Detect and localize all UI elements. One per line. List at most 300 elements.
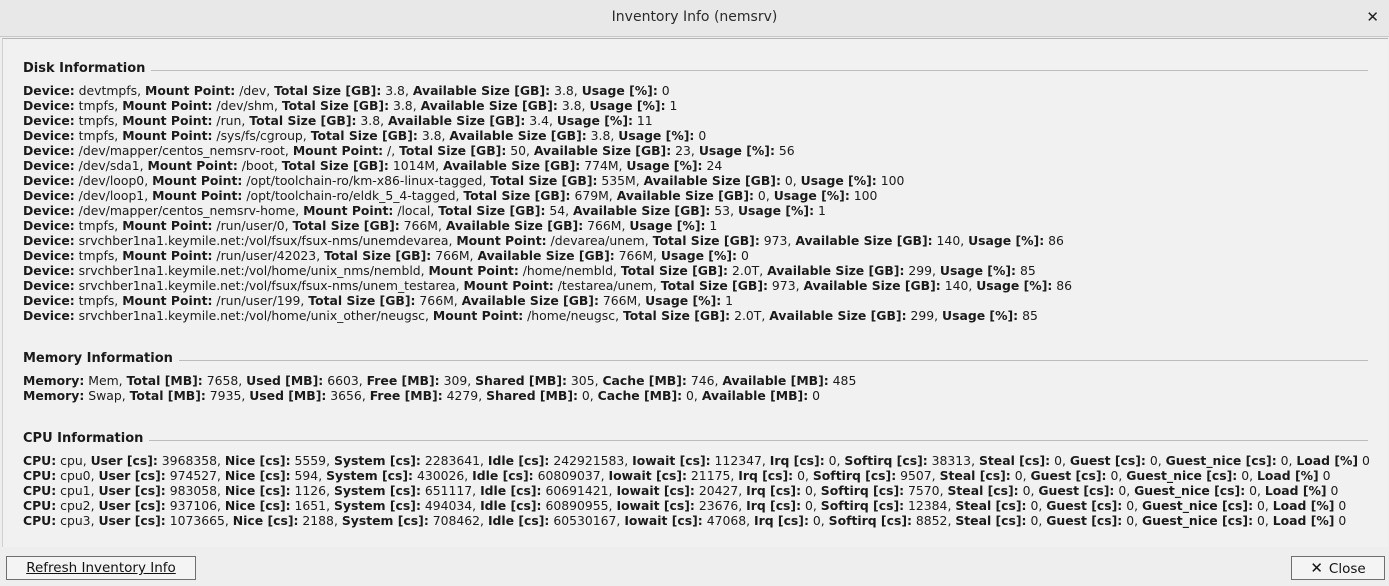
button-bar xyxy=(0,548,1389,586)
field-value: 0 xyxy=(686,388,694,403)
field-label: Device: xyxy=(23,263,75,278)
field-label: Irq [cs]: xyxy=(746,483,802,498)
field-value: 1014M xyxy=(392,158,436,173)
field-value: 12384 xyxy=(908,498,948,513)
field-label: Mount Point: xyxy=(145,83,236,98)
field-value: 0 xyxy=(1022,483,1031,498)
field-label: Device: xyxy=(23,143,75,158)
field-label: Device: xyxy=(23,113,75,128)
disk-section-header xyxy=(23,61,1368,81)
field-label: Usage [%]: xyxy=(556,113,633,128)
refresh-inventory-button[interactable] xyxy=(6,556,196,580)
field-label: User [cs]: xyxy=(98,513,166,528)
field-label: Iowait [cs]: xyxy=(616,498,695,513)
field-label: Guest [cs]: xyxy=(1038,483,1115,498)
field-label: Idle [cs]: xyxy=(487,453,550,468)
field-label: Total [MB]: xyxy=(129,388,206,403)
field-value: 1126 xyxy=(294,483,327,498)
field-label: Steal [cs]: xyxy=(955,513,1027,528)
field-label: Total Size [GB]: xyxy=(660,278,768,293)
disk-section-title: Disk Information xyxy=(23,61,151,76)
field-value: 140 xyxy=(936,233,961,248)
field-label: Guest [cs]: xyxy=(1046,498,1123,513)
field-label: System [cs]: xyxy=(333,498,421,513)
field-label: Total Size [GB]: xyxy=(310,128,418,143)
field-value: /dev/loop0 xyxy=(78,173,145,188)
section-divider xyxy=(23,440,1368,441)
field-value: 60530167 xyxy=(553,513,617,528)
field-label: Total [MB]: xyxy=(126,373,203,388)
field-label: Total Size [GB]: xyxy=(308,293,416,308)
field-label: Available Size [GB]: xyxy=(769,308,907,323)
field-value: 50 xyxy=(510,143,527,158)
field-label: User [cs]: xyxy=(90,453,158,468)
field-value: srvchber1na1.keymile.net:/vol/fsux/fsux-nms/unem_testarea xyxy=(78,278,456,293)
field-label: Steal [cs]: xyxy=(978,453,1051,468)
field-label: Idle [cs]: xyxy=(487,513,550,528)
field-label: Device: xyxy=(23,128,75,143)
field-value: tmpfs xyxy=(78,218,115,233)
field-value: 47068 xyxy=(706,513,747,528)
field-label: Mount Point: xyxy=(122,128,213,143)
field-label: Available Size [GB]: xyxy=(795,233,933,248)
field-value: 766M xyxy=(602,293,638,308)
field-label: Softirq [cs]: xyxy=(820,498,905,513)
field-value: /testarea/unem xyxy=(557,278,653,293)
field-label: Mount Point: xyxy=(428,263,519,278)
refresh-inventory-label: Refresh Inventory Info xyxy=(26,560,176,576)
field-value: tmpfs xyxy=(78,248,115,263)
field-value: 242921583 xyxy=(553,453,625,468)
field-value: 0 xyxy=(1330,483,1339,498)
field-value: 494034 xyxy=(424,498,473,513)
disk-row: Device: /dev/mapper/centos_nemsrv-root, Mount Point: /, Total Size [GB]: 50, Available Size [GB]: 23, Usage [%]: 56 xyxy=(23,143,795,158)
field-value: 2283641 xyxy=(424,453,481,468)
field-label: Usage [%]: xyxy=(968,233,1045,248)
field-value: 3.8 xyxy=(392,98,413,113)
field-label: Steal [cs]: xyxy=(939,468,1011,483)
field-value: /opt/toolchain-ro/eldk_5_4-tagged xyxy=(246,188,456,203)
field-label: Free [MB]: xyxy=(366,373,440,388)
field-label: Total Size [GB]: xyxy=(622,308,731,323)
field-label: Usage [%]: xyxy=(645,293,722,308)
field-label: Total Size [GB]: xyxy=(274,83,382,98)
field-label: Load [%] xyxy=(1264,483,1327,498)
field-value: devtmpfs xyxy=(78,83,138,98)
disk-row: Device: tmpfs, Mount Point: /dev/shm, Total Size [GB]: 3.8, Available Size [GB]: 3.8, Usage [%]: 1 xyxy=(23,98,678,113)
field-label: Available Size [GB]: xyxy=(477,248,615,263)
disk-row: Device: srvchber1na1.keymile.net:/vol/fsux/fsux-nms/unem_testarea, Mount Point: /testarea/unem, Total Size [GB]: 973, Available Size [GB]: 140, Usage [%]: 86 xyxy=(23,278,1073,293)
field-label: System [cs]: xyxy=(333,483,421,498)
field-value: 100 xyxy=(880,173,905,188)
inventory-panel xyxy=(2,38,1388,547)
field-value: 3.8 xyxy=(385,83,405,98)
close-icon: ✕ xyxy=(1310,559,1323,577)
field-label: Iowait [cs]: xyxy=(616,483,695,498)
field-value: 11 xyxy=(636,113,653,128)
field-value: 1 xyxy=(818,203,826,218)
field-value: 3.8 xyxy=(421,128,442,143)
field-label: Usage [%]: xyxy=(698,143,775,158)
field-value: 3.4 xyxy=(529,113,549,128)
field-label: Usage [%]: xyxy=(942,308,1019,323)
field-value: tmpfs xyxy=(78,293,115,308)
field-value: /home/nembld xyxy=(522,263,613,278)
field-label: Softirq [cs]: xyxy=(820,483,905,498)
field-label: CPU: xyxy=(23,483,57,498)
field-value: 0 xyxy=(1256,498,1265,513)
field-value: /dev xyxy=(239,83,267,98)
disk-row: Device: tmpfs, Mount Point: /run/user/199, Total Size [GB]: 766M, Available Size [GB]: 766M, Usage [%]: 1 xyxy=(23,293,734,308)
disk-row: Device: /dev/sda1, Mount Point: /boot, Total Size [GB]: 1014M, Available Size [GB]: 774M, Usage [%]: 24 xyxy=(23,158,723,173)
field-value: 3656 xyxy=(330,388,362,403)
cpu-row: CPU: cpu0, User [cs]: 974527, Nice [cs]: 594, System [cs]: 430026, Idle [cs]: 60809037, Iowait [cs]: 21175, Irq [cs]: 0, Softirq [cs]: 9507, Steal [cs]: 0, Guest [cs]: 0, Guest_nice [cs]: 0, Load [%] 0 xyxy=(23,468,1331,483)
field-value: 1 xyxy=(669,98,678,113)
field-label: Available Size [GB]: xyxy=(616,188,754,203)
field-value: 0 xyxy=(812,513,821,528)
field-label: Steal [cs]: xyxy=(947,483,1019,498)
disk-section xyxy=(23,61,1368,323)
field-label: Usage [%]: xyxy=(589,98,666,113)
field-label: Available [MB]: xyxy=(722,373,829,388)
field-value: 766M xyxy=(587,218,622,233)
field-value: 679M xyxy=(574,188,609,203)
field-value: tmpfs xyxy=(78,98,115,113)
field-value: 1 xyxy=(725,293,734,308)
field-value: 0 xyxy=(784,173,793,188)
field-value: srvchber1na1.keymile.net:/vol/home/unix_other/neugsc xyxy=(78,308,425,323)
disk-row: Device: /dev/mapper/centos_nemsrv-home, Mount Point: /local, Total Size [GB]: 54, Available Size [GB]: 53, Usage [%]: 1 xyxy=(23,203,826,218)
field-label: Mount Point: xyxy=(303,203,394,218)
field-value: 974527 xyxy=(169,468,217,483)
field-value: 746 xyxy=(690,373,715,388)
field-label: Available Size [GB]: xyxy=(420,98,558,113)
field-label: Device: xyxy=(23,308,75,323)
field-label: System [cs]: xyxy=(333,453,421,468)
field-value: 1651 xyxy=(294,498,327,513)
field-label: CPU: xyxy=(23,453,57,468)
field-value: 0 xyxy=(661,83,670,98)
field-value: 708462 xyxy=(432,513,481,528)
field-value: 0 xyxy=(1030,498,1039,513)
field-label: Device: xyxy=(23,203,75,218)
field-label: Guest_nice [cs]: xyxy=(1165,453,1277,468)
window-close-icon[interactable]: ✕ xyxy=(1366,8,1379,26)
field-label: Total Size [GB]: xyxy=(399,143,507,158)
field-label: Irq [cs]: xyxy=(769,453,825,468)
field-label: Mount Point: xyxy=(122,293,213,308)
field-value: 53 xyxy=(714,203,731,218)
memory-section-header xyxy=(23,351,1368,371)
field-label: Device: xyxy=(23,278,75,293)
field-value: 0 xyxy=(1118,483,1127,498)
field-value: 3968358 xyxy=(161,453,217,468)
field-label: Shared [MB]: xyxy=(475,373,567,388)
field-value: 3.8 xyxy=(561,98,582,113)
field-label: Available Size [GB]: xyxy=(533,143,672,158)
disk-row: Device: srvchber1na1.keymile.net:/vol/home/unix_other/neugsc, Mount Point: /home/neugsc, Total Size [GB]: 2.0T, Available Size [GB]: 299, Usage [%]: 85 xyxy=(23,308,1038,323)
field-label: Shared [MB]: xyxy=(486,388,578,403)
field-value: 0 xyxy=(1338,498,1347,513)
field-label: Guest [cs]: xyxy=(1069,453,1146,468)
field-label: Idle [cs]: xyxy=(472,468,534,483)
field-label: Usage [%]: xyxy=(581,83,658,98)
field-label: Available [MB]: xyxy=(701,388,809,403)
field-label: Total Size [GB]: xyxy=(620,263,728,278)
close-button-label: Close xyxy=(1328,561,1366,577)
field-label: Free [MB]: xyxy=(369,388,443,403)
field-label: Available Size [GB]: xyxy=(803,278,941,293)
field-value: /opt/toolchain-ro/km-x86-linux-tagged xyxy=(246,173,483,188)
field-value: 23676 xyxy=(698,498,739,513)
field-value: 0 xyxy=(797,468,805,483)
field-label: System [cs]: xyxy=(341,513,429,528)
field-value: 23 xyxy=(675,143,691,158)
field-value: 7570 xyxy=(908,483,940,498)
field-label: Load [%] xyxy=(1257,468,1319,483)
field-label: Guest_nice [cs]: xyxy=(1142,498,1254,513)
field-value: cpu3 xyxy=(60,513,91,528)
field-label: Total Size [GB]: xyxy=(281,98,390,113)
field-value: 85 xyxy=(1019,263,1036,278)
field-value: 766M xyxy=(435,248,470,263)
field-label: Usage [%]: xyxy=(618,128,695,143)
field-value: 6603 xyxy=(327,373,359,388)
field-label: Iowait [cs]: xyxy=(608,468,687,483)
field-value: 2188 xyxy=(302,513,334,528)
field-label: Iowait [cs]: xyxy=(624,513,703,528)
field-value: 5559 xyxy=(294,453,327,468)
field-value: 86 xyxy=(1048,233,1064,248)
disk-row: Device: devtmpfs, Mount Point: /dev, Total Size [GB]: 3.8, Available Size [GB]: 3.8, Usage [%]: 0 xyxy=(23,83,670,98)
disk-row: Device: srvchber1na1.keymile.net:/vol/home/unix_nms/nembld, Mount Point: /home/nembld, Total Size [GB]: 2.0T, Available Size [GB]: 299, Usage [%]: 85 xyxy=(23,263,1036,278)
field-label: CPU: xyxy=(23,513,57,528)
field-label: Nice [cs]: xyxy=(232,513,299,528)
field-label: Total Size [GB]: xyxy=(438,203,546,218)
field-value: 100 xyxy=(853,188,878,203)
field-value: 0 xyxy=(1030,513,1039,528)
section-divider xyxy=(23,70,1368,71)
field-label: Softirq [cs]: xyxy=(844,453,928,468)
field-label: Total Size [GB]: xyxy=(463,188,571,203)
field-label: Guest [cs]: xyxy=(1030,468,1107,483)
field-label: User [cs]: xyxy=(98,468,166,483)
field-value: 0 xyxy=(1054,453,1062,468)
field-value: 140 xyxy=(944,278,969,293)
field-label: Device: xyxy=(23,293,75,308)
field-value: 0 xyxy=(1110,468,1119,483)
field-label: Mount Point: xyxy=(463,278,554,293)
field-label: Mount Point: xyxy=(122,218,213,233)
field-value: 0 xyxy=(1249,483,1257,498)
field-label: Mount Point: xyxy=(456,233,547,248)
field-value: 3.8 xyxy=(590,128,611,143)
field-value: /dev/mapper/centos_nemsrv-root xyxy=(78,143,285,158)
cpu-list xyxy=(23,453,1368,528)
field-label: Irq [cs]: xyxy=(738,468,794,483)
field-label: Mount Point: xyxy=(122,98,213,113)
field-value: 3.8 xyxy=(554,83,574,98)
field-label: System [cs]: xyxy=(326,468,414,483)
memory-row: Memory: Swap, Total [MB]: 7935, Used [MB]: 3656, Free [MB]: 4279, Shared [MB]: 0, Cache [MB]: 0, Available [MB]: 0 xyxy=(23,388,820,403)
field-label: Nice [cs]: xyxy=(224,498,291,513)
field-value: 0 xyxy=(804,483,813,498)
disk-row: Device: srvchber1na1.keymile.net:/vol/fsux/fsux-nms/unemdevarea, Mount Point: /devarea/unem, Total Size [GB]: 973, Available Size [GB]: 140, Usage [%]: 86 xyxy=(23,233,1064,248)
field-value: /run/user/42023 xyxy=(216,248,317,263)
section-divider xyxy=(23,360,1368,361)
field-value: 766M xyxy=(419,293,454,308)
field-value: 973 xyxy=(763,233,788,248)
field-value: 1073665 xyxy=(169,513,225,528)
cpu-row: CPU: cpu, User [cs]: 3968358, Nice [cs]: 5559, System [cs]: 2283641, Idle [cs]: 242921583, Iowait [cs]: 112347, Irq [cs]: 0, Softirq [cs]: 38313, Steal [cs]: 0, Guest [cs]: 0, Guest_nice [cs]: 0, Load [%] 0 xyxy=(23,453,1370,468)
field-value: 766M xyxy=(618,248,654,263)
field-label: Guest [cs]: xyxy=(1046,513,1123,528)
field-value: 86 xyxy=(1056,278,1073,293)
field-label: Total Size [GB]: xyxy=(652,233,760,248)
field-label: User [cs]: xyxy=(98,498,166,513)
field-label: Available Size [GB]: xyxy=(767,263,905,278)
field-label: Device: xyxy=(23,173,75,188)
field-value: 20427 xyxy=(698,483,739,498)
field-label: Device: xyxy=(23,233,75,248)
field-label: Device: xyxy=(23,248,75,263)
field-value: /sys/fs/cgroup xyxy=(216,128,303,143)
field-label: Used [MB]: xyxy=(249,388,327,403)
field-label: Idle [cs]: xyxy=(480,483,542,498)
cpu-section-header xyxy=(23,431,1368,451)
field-label: Steal [cs]: xyxy=(955,498,1027,513)
field-value: 0 xyxy=(1126,513,1135,528)
field-label: User [cs]: xyxy=(98,483,166,498)
field-value: 3.8 xyxy=(360,113,381,128)
field-value: /dev/mapper/centos_nemsrv-home xyxy=(78,203,296,218)
field-label: Guest_nice [cs]: xyxy=(1134,483,1246,498)
field-label: Available Size [GB]: xyxy=(449,128,587,143)
field-value: /local xyxy=(397,203,431,218)
field-value: 7658 xyxy=(206,373,239,388)
close-button[interactable] xyxy=(1291,556,1385,580)
field-value: /boot xyxy=(241,158,274,173)
memory-list xyxy=(23,373,1368,403)
window-title: Inventory Info (nemsrv) xyxy=(611,9,778,25)
field-label: Usage [%]: xyxy=(737,203,815,218)
field-value: 2.0T xyxy=(731,263,760,278)
disk-row: Device: tmpfs, Mount Point: /run/user/42023, Total Size [GB]: 766M, Available Size [GB]: 766M, Usage [%]: 0 xyxy=(23,248,749,263)
field-value: 56 xyxy=(778,143,795,158)
disk-row: Device: /dev/loop1, Mount Point: /opt/toolchain-ro/eldk_5_4-tagged, Total Size [GB]: 679M, Available Size [GB]: 0, Usage [%]: 100 xyxy=(23,188,878,203)
field-label: Used [MB]: xyxy=(246,373,324,388)
field-value: 85 xyxy=(1022,308,1038,323)
field-value: 535M xyxy=(601,173,636,188)
field-value: /run/user/0 xyxy=(216,218,285,233)
field-label: Total Size [GB]: xyxy=(292,218,400,233)
field-value: 430026 xyxy=(416,468,465,483)
field-label: Device: xyxy=(23,188,75,203)
field-value: 0 xyxy=(828,453,837,468)
field-value: 0 xyxy=(1338,513,1347,528)
field-label: Load [%] xyxy=(1296,453,1359,468)
field-label: Usage [%]: xyxy=(773,188,850,203)
field-value: 54 xyxy=(549,203,566,218)
field-value: /home/neugsc xyxy=(527,308,616,323)
field-label: Usage [%]: xyxy=(976,278,1053,293)
field-value: 594 xyxy=(294,468,319,483)
field-value: 1 xyxy=(709,218,718,233)
field-label: Mount Point: xyxy=(122,248,213,263)
field-value: 4279 xyxy=(446,388,479,403)
field-label: Softirq [cs]: xyxy=(812,468,897,483)
field-value: 983058 xyxy=(169,483,217,498)
field-value: 7935 xyxy=(209,388,242,403)
field-label: Guest_nice [cs]: xyxy=(1142,513,1254,528)
field-value: Mem xyxy=(88,373,119,388)
field-label: Available Size [GB]: xyxy=(643,173,781,188)
field-value: /dev/shm xyxy=(216,98,274,113)
field-value: 774M xyxy=(584,158,619,173)
field-label: Available Size [GB]: xyxy=(412,83,551,98)
field-value: 305 xyxy=(570,373,595,388)
memory-section xyxy=(23,351,1368,403)
memory-section-title: Memory Information xyxy=(23,351,179,366)
cpu-row: CPU: cpu3, User [cs]: 1073665, Nice [cs]: 2188, System [cs]: 708462, Idle [cs]: 60530167, Iowait [cs]: 47068, Irq [cs]: 0, Softirq [cs]: 8852, Steal [cs]: 0, Guest [cs]: 0, Guest_nice [cs]: 0, Load [%] 0 xyxy=(23,513,1347,528)
field-value: 0 xyxy=(804,498,813,513)
field-value: 0 xyxy=(1362,453,1370,468)
field-label: Nice [cs]: xyxy=(224,468,291,483)
field-label: Load [%] xyxy=(1272,513,1335,528)
field-label: Mount Point: xyxy=(122,113,213,128)
field-value: 60890955 xyxy=(545,498,609,513)
field-value: 0 xyxy=(698,128,707,143)
field-value: 38313 xyxy=(931,453,972,468)
field-value: srvchber1na1.keymile.net:/vol/fsux/fsux-nms/unemdevarea xyxy=(78,233,449,248)
field-value: 0 xyxy=(1014,468,1023,483)
field-label: Memory: xyxy=(23,373,85,388)
field-value: 299 xyxy=(910,308,935,323)
field-label: Guest_nice [cs]: xyxy=(1126,468,1238,483)
field-label: Available Size [GB]: xyxy=(573,203,711,218)
field-label: Available Size [GB]: xyxy=(445,218,584,233)
field-label: Total Size [GB]: xyxy=(324,248,432,263)
field-value: cpu2 xyxy=(60,498,91,513)
field-value: /dev/loop1 xyxy=(78,188,145,203)
field-value: 0 xyxy=(581,388,590,403)
field-value: 299 xyxy=(908,263,933,278)
field-value: / xyxy=(387,143,392,158)
field-value: 0 xyxy=(812,388,820,403)
field-value: 0 xyxy=(740,248,749,263)
field-label: Mount Point: xyxy=(432,308,524,323)
field-label: Idle [cs]: xyxy=(480,498,542,513)
disk-row: Device: /dev/loop0, Mount Point: /opt/toolchain-ro/km-x86-linux-tagged, Total Size [GB]: 535M, Available Size [GB]: 0, Usage [%]: 100 xyxy=(23,173,905,188)
field-value: 0 xyxy=(1126,498,1135,513)
field-label: Usage [%]: xyxy=(660,248,737,263)
field-value: 2.0T xyxy=(734,308,762,323)
field-label: Available Size [GB]: xyxy=(442,158,581,173)
field-label: Usage [%]: xyxy=(629,218,706,233)
field-value: 60809037 xyxy=(537,468,601,483)
disk-list xyxy=(23,83,1368,323)
field-value: 60691421 xyxy=(545,483,609,498)
field-value: 766M xyxy=(403,218,438,233)
field-value: tmpfs xyxy=(78,128,115,143)
field-value: cpu0 xyxy=(60,468,91,483)
field-label: Usage [%]: xyxy=(800,173,877,188)
field-value: 0 xyxy=(757,188,766,203)
field-value: Swap xyxy=(88,388,122,403)
field-label: Irq [cs]: xyxy=(754,513,809,528)
field-value: /run/user/199 xyxy=(216,293,301,308)
field-label: Available Size [GB]: xyxy=(388,113,526,128)
